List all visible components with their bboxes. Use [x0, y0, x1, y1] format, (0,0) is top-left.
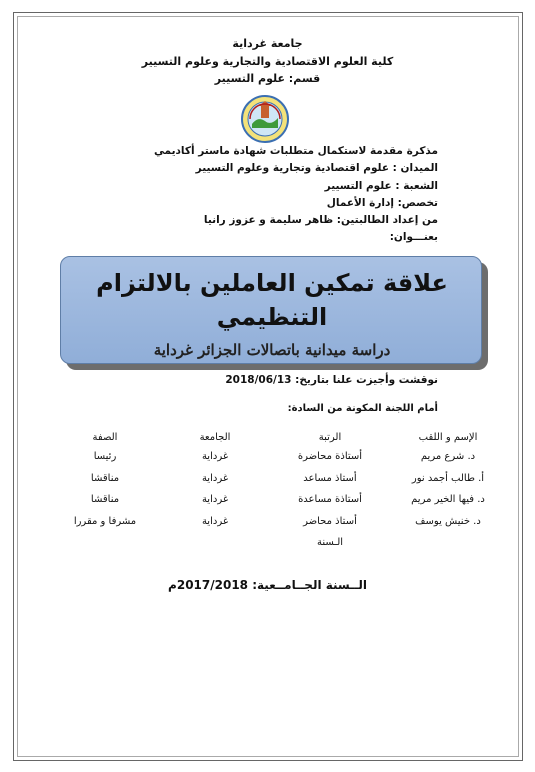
- table-row-role: مناقشا: [90, 473, 120, 484]
- table-row-rank: أستاذة مساعدة: [298, 494, 362, 505]
- thesis-title-line2: التنظيمي: [216, 303, 328, 331]
- table-header-rank: الرتبة: [318, 432, 342, 443]
- table-row-rank: أستاذة محاضرة: [297, 451, 363, 462]
- thesis-title-line1: علاقة تمكين العاملين بالالتزام: [96, 269, 448, 297]
- table-row-rank: أستاذ محاضر: [303, 516, 357, 527]
- table-row-university: غرداية: [201, 494, 229, 505]
- table-row-university: غرداية: [201, 451, 229, 462]
- table-row-university: غرداية: [201, 473, 229, 484]
- table-row-role: رئيسا: [93, 451, 117, 462]
- title-banner: [60, 256, 482, 364]
- table-row-university: غرداية: [201, 516, 229, 527]
- table-header-name: الإسم و اللقب: [418, 432, 478, 443]
- field-line: الميدان : علوم اقتصادية وتجارية وعلوم التسيير: [195, 162, 438, 174]
- table-row-role: مناقشا: [90, 494, 120, 505]
- table-row-rank: أستاذ مساعد: [303, 473, 357, 484]
- branch-line: الشعبة : علوم التسيير: [324, 180, 438, 192]
- academic-year: الــسنة الجــامــعية: 2017/2018م: [168, 578, 367, 592]
- title-label: بعنـــوان:: [389, 231, 438, 243]
- department-name: قسم: علوم التسيير: [214, 72, 321, 85]
- table-row-name: أ. طالب أجمد نور: [411, 473, 485, 484]
- specialty-line: تخصص: إدارة الأعمال: [326, 197, 438, 209]
- thesis-subtitle: دراسة ميدانية باتصالات الجزائر غرداية: [153, 341, 391, 359]
- university-name: جامعة غرداية: [232, 37, 303, 50]
- university-emblem-icon: [240, 94, 290, 144]
- table-row-name: د. خنيش يوسف: [415, 516, 481, 527]
- table-row-name: د. شرع مريم: [420, 451, 476, 462]
- authors-line: من إعداد الطالبتين: ظاهر سليمة و عزوز رانيا: [203, 214, 438, 226]
- committee-label: أمام اللجنة المكونة من السادة:: [287, 403, 438, 414]
- faculty-name: كلية العلوم الاقتصادية والتجارية وعلوم التسيير: [141, 55, 394, 68]
- memo-statement: مذكرة مقدمة لاستكمال متطلبات شهادة ماستر أكاديمي: [153, 145, 438, 157]
- defense-date: نوقشت وأجيزت علنا بتاريخ: 2018/06/13: [225, 374, 438, 386]
- table-header-role: الصفة: [92, 432, 118, 443]
- table-row-role: مشرفا و مقررا: [73, 516, 137, 527]
- table-header-university: الجامعة: [199, 432, 231, 443]
- table-row-name: د. فيها الخير مريم: [411, 494, 485, 505]
- stray-text: الـسنة: [316, 537, 344, 548]
